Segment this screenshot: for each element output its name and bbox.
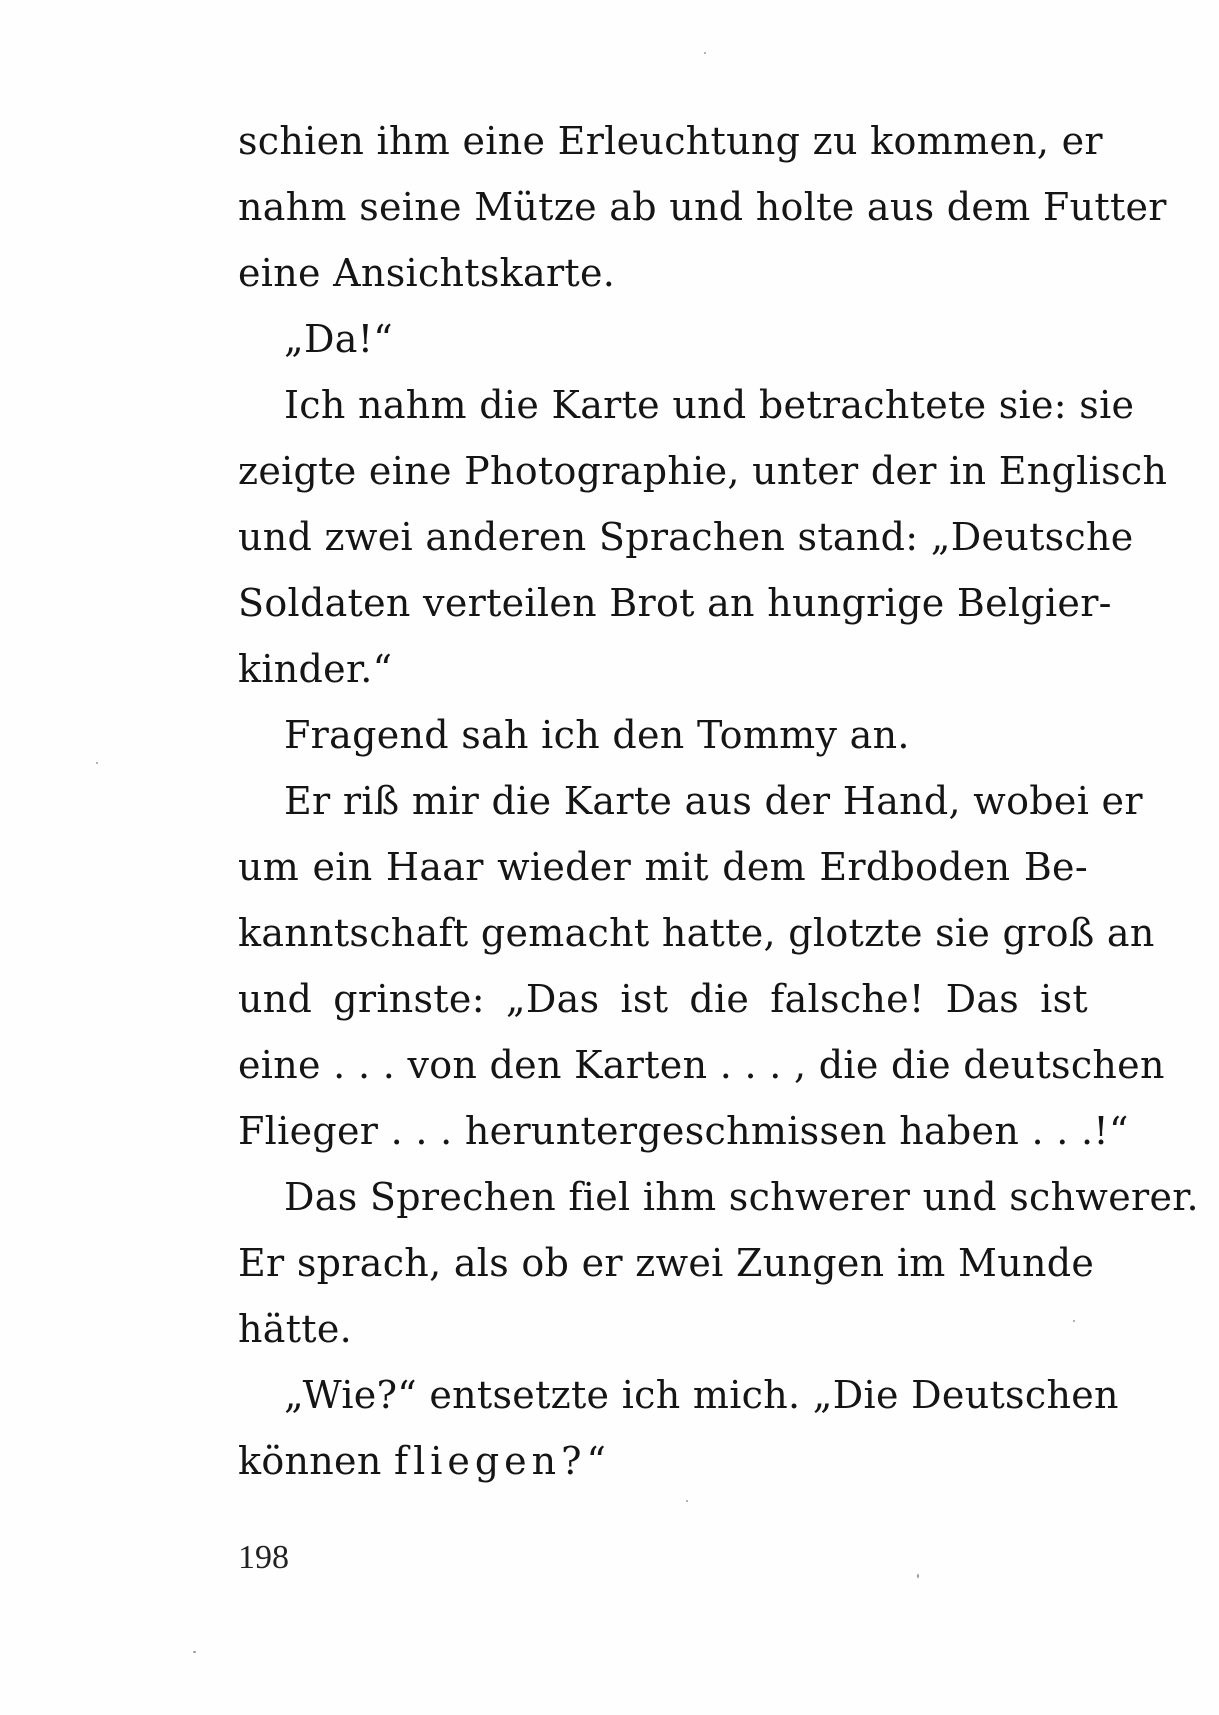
text-line: Das Sprechen fiel ihm schwerer und schwerer. [284, 1175, 1199, 1219]
text-line: Er riß mir die Karte aus der Hand, wobei er [284, 779, 1143, 823]
text-line: Er sprach, als ob er zwei Zungen im Munde [238, 1241, 1095, 1285]
body-text [238, 108, 1199, 1494]
text-line: „Da!“ [284, 317, 394, 361]
paper-speck [686, 1500, 688, 1502]
text-line: kinder.“ [238, 647, 393, 691]
page-number: 198 [238, 1539, 289, 1576]
paper-speck [1073, 1320, 1075, 1322]
text-line: zeigte eine Photographie, unter der in Englisch [238, 449, 1168, 493]
text-line: Ich nahm die Karte und betrachtete sie: sie [284, 383, 1135, 427]
paper-speck [917, 1574, 919, 1578]
text-line: und zwei anderen Sprachen stand: „Deutsche [238, 515, 1134, 559]
paper-speck [193, 1651, 196, 1653]
text-line: nahm seine Mütze ab und holte aus dem Futter [238, 185, 1167, 229]
text-line: „Wie?“ entsetzte ich mich. „Die Deutschen [284, 1373, 1119, 1417]
paper-speck [704, 52, 706, 54]
text-line: Soldaten verteilen Brot an hungrige Belgier- [238, 581, 1112, 625]
last-line-suffix: “ [586, 1439, 607, 1483]
text-line: Flieger . . . heruntergeschmissen haben . . .!“ [238, 1109, 1129, 1153]
text-line: eine Ansichtskarte. [238, 251, 616, 295]
text-line: schien ihm eine Erleuchtung zu kommen, er [238, 119, 1103, 163]
text-line: um ein Haar wieder mit dem Erdboden Be- [238, 845, 1088, 889]
text-line: eine . . . von den Karten . . . , die die deutschen [238, 1043, 1165, 1087]
text-line: Fragend sah ich den Tommy an. [284, 713, 910, 757]
last-line-prefix: können [238, 1439, 394, 1483]
text-line: kanntschaft gemacht hatte, glotzte sie groß an [238, 911, 1155, 955]
text-line: und grinste: „Das ist die falsche! Das ist [238, 977, 1088, 1021]
text-line-last [238, 1428, 1088, 1494]
text-line: hätte. [238, 1307, 353, 1351]
emphasized-word: fliegen? [394, 1439, 587, 1483]
paper-speck [96, 762, 98, 764]
